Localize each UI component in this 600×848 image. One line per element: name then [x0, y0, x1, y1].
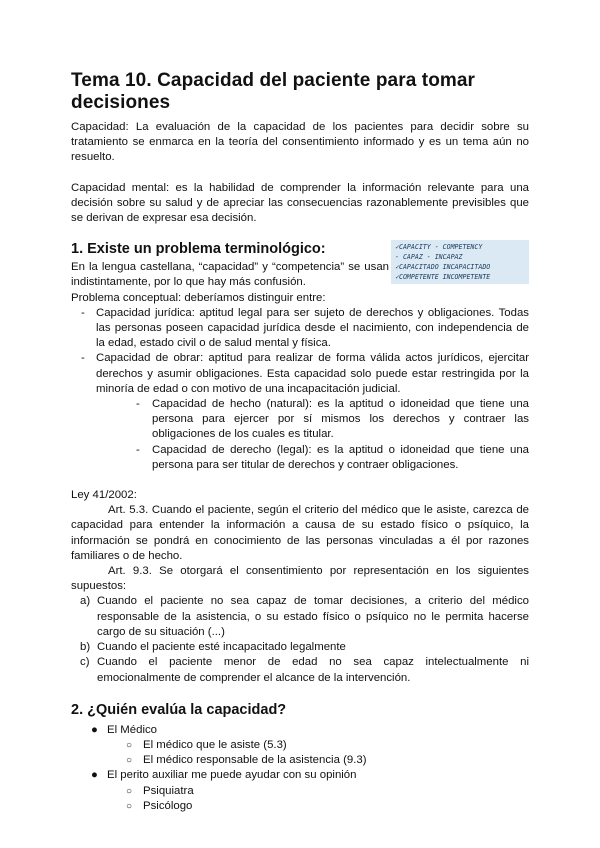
- conceptual-problem-line: Problema conceptual: deberíamos distinguir entre:: [71, 291, 326, 304]
- list-item-text: Cuando el paciente esté incapacitado legalmente: [97, 641, 346, 654]
- list-item-text: El perito auxiliar me puede ayudar con su opinión: [107, 769, 357, 782]
- list-item-capacidad-derecho: - Capacidad de derecho (legal): es la aptitud o idoneidad que tiene una persona para ser titular de derechos y contraer obligaciones.: [152, 443, 529, 473]
- capacidad-obrar-sublist: [96, 397, 529, 473]
- page-title: Tema 10. Capacidad del paciente para tomar decisiones: [71, 70, 476, 113]
- list-item-text: El médico responsable de la asistencia (9.3): [143, 754, 367, 767]
- list-item-text: Psiquiatra: [143, 784, 194, 797]
- list-item-medico: [91, 723, 529, 769]
- art-9-3-list: [71, 594, 529, 685]
- terminology-note-line: - CAPAZ - INCAPAZ: [395, 253, 463, 262]
- art-9-3-paragraph: Art. 9.3. Se otorgará el consentimiento por representación en los siguientes supuestos:: [71, 565, 529, 593]
- terminology-note-line: ✓COMPETENTE INCOMPETENTE: [395, 273, 491, 282]
- section-who-evaluates: [71, 701, 529, 814]
- evaluators-list: [71, 723, 529, 814]
- list-item: [126, 753, 529, 768]
- list-item: [126, 799, 529, 814]
- circle-bullet-icon: ○: [126, 755, 133, 767]
- document-page: [71, 70, 529, 814]
- art-5-3-paragraph: Art. 5.3. Cuando el paciente, según el criterio del médico que le asiste, carezca de capacidad para entender la información a causa de su estado físico o psíquico, la información se pondrá en conocimiento de las personas vinculadas a él por razones familiares o de hecho.: [71, 504, 529, 562]
- list-marker: b): [80, 641, 91, 654]
- circle-bullet-icon: ○: [126, 800, 133, 812]
- ley-heading: Ley 41/2002:: [71, 489, 137, 502]
- capacidad-obrar-text: Capacidad de obrar: aptitud para realizar de forma válida actos jurídicos, ejercitar derechos y asumir obligaciones. Esta capacidad solo puede estar restringida por la minoría de edad o con motivo de una incapacitación judicial.: [96, 352, 529, 395]
- bullet-icon: ●: [91, 769, 98, 782]
- terminology-note-line: ✓CAPACITY - COMPETENCY: [395, 243, 483, 252]
- list-item-capacidad-juridica: - Capacidad jurídica: aptitud legal para ser sujeto de derechos y obligaciones. Todas las personas poseen capacidad jurídica desde el nacimiento, con independencia de la edad, estado civil o de salud mental y física.: [96, 306, 529, 352]
- list-item: [80, 594, 529, 640]
- circle-bullet-icon: ○: [126, 739, 133, 751]
- terminology-note-box: [391, 240, 529, 284]
- section2-heading: 2. ¿Quién evalúa la capacidad?: [71, 701, 287, 718]
- list-item-perito: [91, 768, 529, 814]
- list-item: [126, 738, 529, 753]
- list-item-capacidad-hecho: - Capacidad de hecho (natural): es la aptitud o idoneidad que tiene una persona para ejercer por sí mismos los derechos y contraer las obligaciones de los cuales es titular.: [152, 397, 529, 443]
- list-item: [126, 784, 529, 799]
- bullet-icon: ●: [91, 723, 98, 736]
- capacity-types-list: [71, 306, 529, 473]
- list-item-text: Cuando el paciente menor de edad no sea capaz intelectualmente ni emocionalmente de comprender el alcance de la intervención.: [97, 656, 529, 684]
- list-marker: a): [80, 595, 91, 608]
- circle-bullet-icon: ○: [126, 785, 133, 797]
- list-item-text: Cuando el paciente no sea capaz de tomar decisiones, a criterio del médico responsable de la asistencia, o su estado físico o psíquico no le permita hacerse cargo de su situación (...): [97, 595, 529, 638]
- list-item: [80, 640, 529, 655]
- list-item-text: El Médico: [107, 723, 158, 736]
- terminology-note-line: ✓CAPACITADO INCAPACITADO: [395, 263, 491, 272]
- list-marker: c): [80, 656, 90, 669]
- perito-sublist: [107, 784, 529, 814]
- capacidad-mental-definition: Capacidad mental: es la habilidad de comprender la información relevante para una decisión sobre su salud y de apreciar las consecuencias razonablemente previsibles que se derivan de expresar esa decisión.: [71, 181, 529, 225]
- medico-sublist: [107, 738, 529, 768]
- capacidad-definition: Capacidad: La evaluación de la capacidad de los pacientes para decidir sobre su tratamiento se enmarca en la teoría del consentimiento informado y es un tema aún no resuelto.: [71, 121, 529, 164]
- list-item-text: El médico que le asiste (5.3): [143, 738, 287, 751]
- terminology-paragraph: En la lengua castellana, “capacidad” y “competencia” se usan indistintamente, por lo que hay más confusión.: [71, 261, 389, 289]
- list-item-text: Psicólogo: [143, 799, 193, 812]
- list-item: [80, 655, 529, 685]
- list-item-capacidad-obrar: [96, 351, 529, 473]
- section-terminology: [71, 240, 529, 473]
- section1-heading: 1. Existe un problema terminológico:: [71, 241, 326, 258]
